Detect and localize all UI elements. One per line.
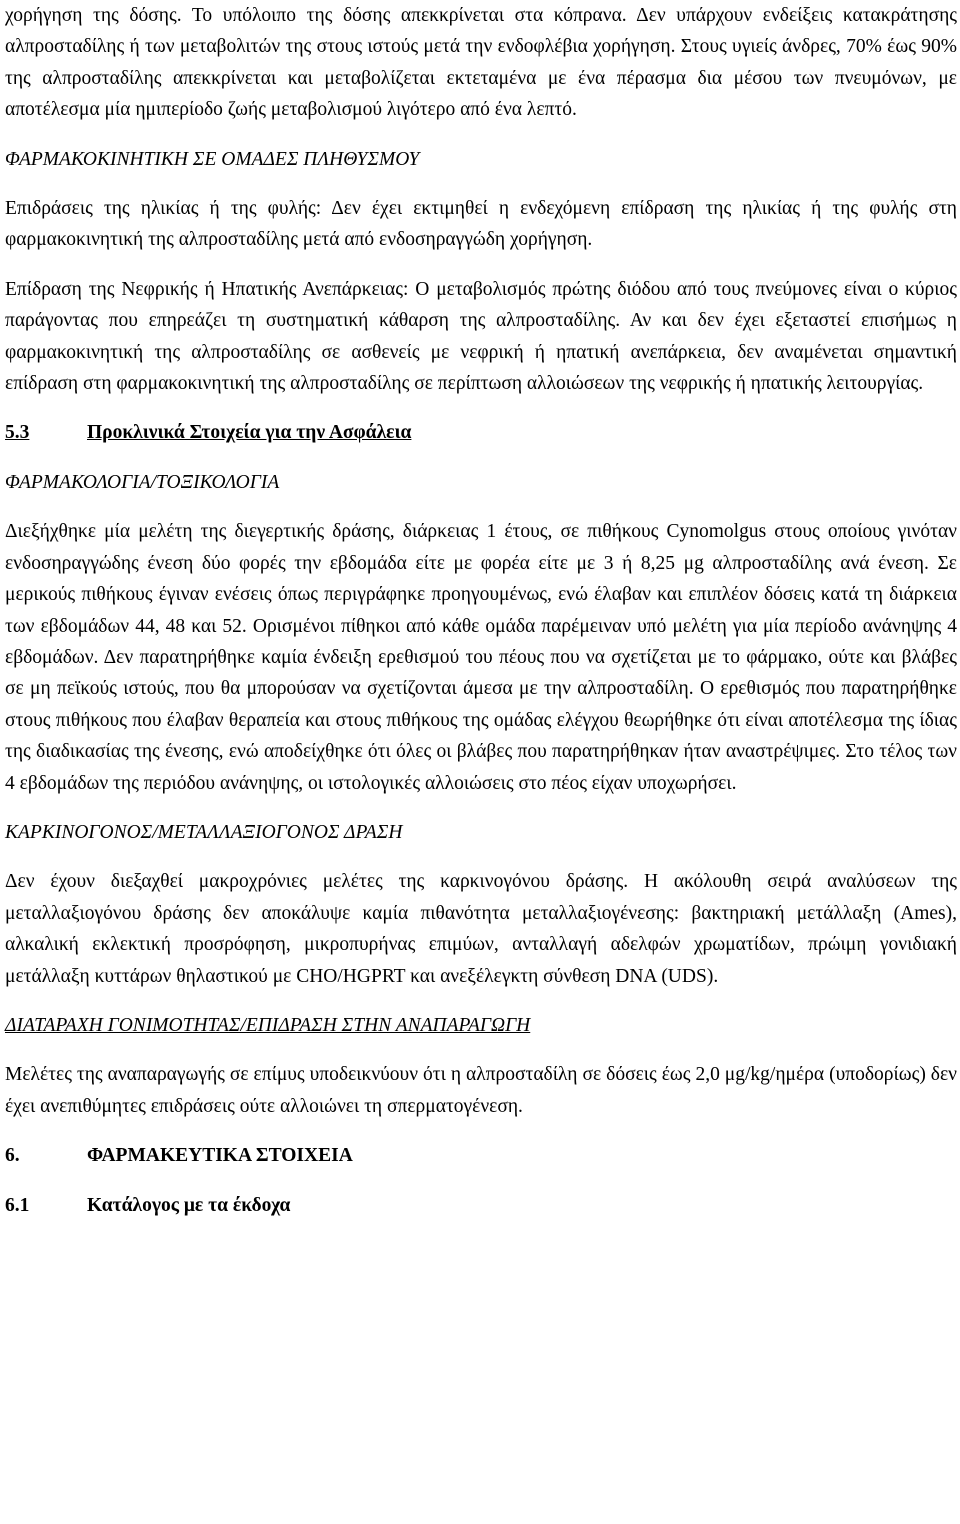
section-5-3-heading xyxy=(5,417,957,448)
spacer xyxy=(5,256,957,274)
fertility-heading: ΔΙΑΤΑΡΑΧΗ ΓΟΝΙΜΟΤΗΤΑΣ/ΕΠΙΔΡΑΣΗ ΣΤΗΝ ΑΝΑΠΑΡΑΓΩΓΗ xyxy=(5,1014,531,1036)
section-6-heading xyxy=(5,1140,957,1171)
spacer xyxy=(5,1041,957,1059)
section-title: Προκλινικά Στοιχεία για την Ασφάλεια xyxy=(87,422,412,444)
spacer xyxy=(5,126,957,144)
spacer xyxy=(5,1122,957,1140)
spacer xyxy=(5,498,957,516)
section-title: Κατάλογος με τα έκδοχα xyxy=(87,1194,291,1216)
section-number: 5.3 xyxy=(5,422,30,444)
section-number: 6.1 xyxy=(5,1194,30,1216)
carcinogenic-paragraph: Δεν έχουν διεξαχθεί μακροχρόνιες μελέτες της καρκινογόνου δράσης. Η ακόλουθη σειρά αναλύσεων της μεταλλαξιογόνου δράσης δεν αποκάλυψε καμία πιθανότητα μεταλλαξιογένεσης: βακτηριακή μετάλλαξη (Ames), αλκαλική εκλεκτική προσρόφηση, μικροπυρήνας επιμύων, ανταλλαγή αδελφών χρωματίδων, πρώιμη γονιδιακή μετάλλαξη κυττάρων θηλαστικού με CHO/HGPRT και ανεξέλεγκτη σύνθεση DNA (UDS). xyxy=(5,871,957,987)
spacer xyxy=(5,992,957,1010)
spacer xyxy=(5,799,957,817)
section-6-1-heading xyxy=(5,1190,957,1221)
spacer xyxy=(5,399,957,417)
population-pk-heading: ΦΑΡΜΑΚΟΚΙΝΗΤΙΚΗ ΣΕ ΟΜΑΔΕΣ ΠΛΗΘΥΣΜΟΥ xyxy=(5,148,420,170)
spacer xyxy=(5,848,957,866)
intro-paragraph: χορήγηση της δόσης. Το υπόλοιπο της δόσης απεκκρίνεται στα κόπρανα. Δεν υπάρχουν ενδείξεις κατακράτησης αλπροσταδίλης ή των μεταβολιτών της στους ιστούς μετά την ενδοφλέβια χορήγηση. Στους υγιείς άνδρες, 70% έως 90% της αλπροσταδίλης απεκκρίνεται και μεταβολίζεται εκτεταμένα με ένα πέρασμα δια μέσου των πνευμόνων, με αποτέλεσμα μία ημιπερίοδο ζωής μεταβολισμού λιγότερο από ένα λεπτό. xyxy=(5,5,957,121)
renal-hepatic-paragraph: Επίδραση της Νεφρικής ή Ηπατικής Ανεπάρκειας: Ο μεταβολισμός πρώτης διόδου από τους πνεύμονες είναι ο κύριος παράγοντας που επηρεάζει τη συστηματική κάθαρση της αλπροσταδίλης. Αν και δεν έχει εξεταστεί επισήμως η φαρμακοκινητική της αλπροσταδίλης σε ασθενείς με νεφρική ή ηπατική ανεπάρκεια, δεν αναμένεται σημαντική επίδραση στη φαρμακοκινητική της αλπροσταδίλης σε περίπτωση αλλοιώσεων της νεφρικής ή ηπατικής λειτουργίας. xyxy=(5,278,957,395)
spacer xyxy=(5,175,957,193)
fertility-paragraph: Μελέτες της αναπαραγωγής σε επίμυς υποδεικνύουν ότι η αλπροσταδίλη σε δόσεις έως 2,0 μg/kg/ημέρα (υποδορίως) δεν έχει ανεπιθύμητες επιδράσεις ούτε αλλοιώνει τη σπερματογένεση. xyxy=(5,1064,957,1117)
carcinogenic-heading: ΚΑΡΚΙΝΟΓΟΝΟΣ/ΜΕΤΑΛΛΑΞΙΟΓΟΝΟΣ ΔΡΑΣΗ xyxy=(5,821,403,843)
section-title: ΦΑΡΜΑΚΕΥΤΙΚΑ ΣΤΟΙΧΕΙΑ xyxy=(87,1145,353,1167)
document-page xyxy=(5,0,957,1221)
pharmacology-paragraph: Διεξήχθηκε μία μελέτη της διεγερτικής δράσης, διάρκειας 1 έτους, σε πιθήκους Cynomolgus στους οποίους γινόταν ενδοσηραγγώδης ένεση δύο φορές την εβδομάδα είτε με φορέα είτε με 3 ή 8,25 μg αλπροσταδίλης ανά ένεση. Σε μερικούς πιθήκους έγιναν ενέσεις όπως περιγράφηκε προηγουμένως, ενώ έλαβαν και επιπλέον δόσεις κατά τη διάρκεια των εβδομάδων 44, 48 και 52. Ορισμένοι πίθηκοι από κάθε ομάδα παρέμειναν υπό μελέτη για μία περίοδο ανάνηψης 4 εβδομάδων. Δεν παρατηρήθηκε καμία ένδειξη ερεθισμού του πέους που να σχετίζεται με το φάρμακο, ούτε και βλάβες σε μη πεϊκούς ιστούς, που θα μπορούσαν να σχετίζονται άμεσα με την αλπροσταδίλη. Ο ερεθισμός που παρατηρήθηκε στους πιθήκους που έλαβαν θεραπεία και στους πιθήκους της ομάδας ελέγχου θεωρήθηκε ότι είναι αποτέλεσμα της ίδιας της διαδικασίας της ένεσης, ενώ αποδείχθηκε ότι όλες οι βλάβες που παρατηρήθηκαν ήταν αναστρέψιμες. Στο τέλος των 4 εβδομάδων της περιόδου ανάνηψης, οι ιστολογικές αλλοιώσεις στο πέος είχαν υποχωρήσει. xyxy=(5,521,957,794)
spacer xyxy=(5,449,957,467)
pharmacology-heading: ΦΑΡΜΑΚΟΛΟΓΙΑ/ΤΟΞΙΚΟΛΟΓΙΑ xyxy=(5,471,280,493)
section-number: 6. xyxy=(5,1145,20,1167)
age-race-paragraph: Επιδράσεις της ηλικίας ή της φυλής: Δεν έχει εκτιμηθεί η ενδεχόμενη επίδραση της ηλικίας ή της φυλής στη φαρμακοκινητική της αλπροσταδίλης μετά από ενδοσηραγγώδη χορήγηση. xyxy=(5,198,957,251)
spacer xyxy=(5,1172,957,1190)
